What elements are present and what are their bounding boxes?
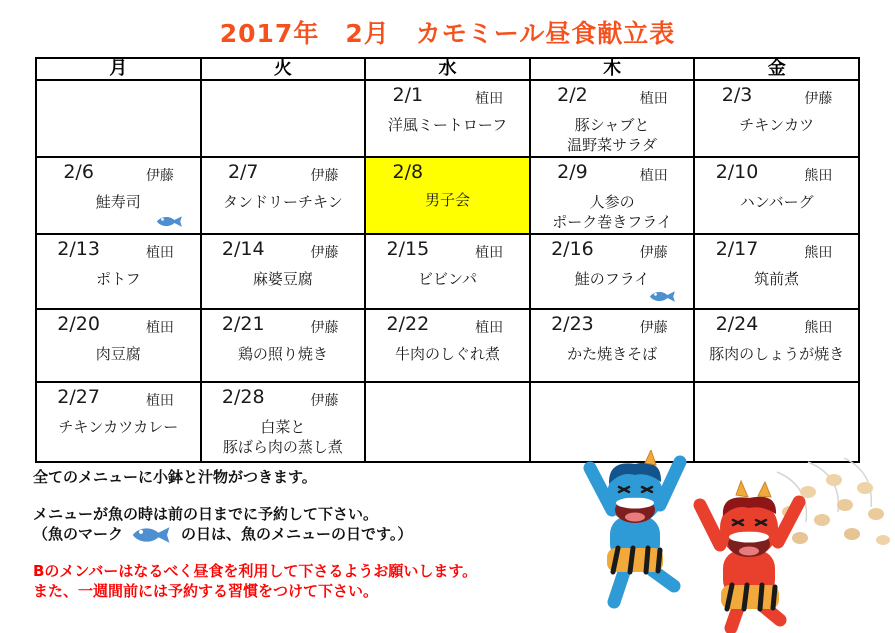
day-header-4: 木: [530, 58, 695, 80]
calendar-table: [35, 57, 860, 463]
note-member-request: Bのメンバーはなるべく昼食を利用して下さるようお願いします。: [33, 562, 478, 580]
calendar-cell-2-27: [36, 382, 201, 462]
calendar-cell-2-24: [694, 309, 859, 382]
red-notes: [33, 562, 578, 601]
menu-text: 洋風ミートローフ: [387, 116, 508, 134]
cell-date: 2/3: [721, 84, 753, 106]
cook-name: 植田: [475, 91, 504, 107]
calendar-cell-2-1: [365, 80, 530, 157]
day-header-3: 水: [365, 58, 530, 80]
menu-text: 人参の ポーク巻きフライ: [552, 192, 672, 231]
menu-text: 豚肉のしょうが焼き: [709, 344, 845, 363]
cell-date: 2/21: [221, 312, 265, 335]
cell-date: 2/15: [386, 237, 430, 260]
calendar-cell-2-2: [530, 80, 695, 157]
cook-name: [449, 161, 528, 183]
cook-name: 熊田: [804, 167, 833, 184]
day-header-5: 金: [694, 58, 859, 80]
note-fish-reserve: メニューが魚の時は前の日までに予約して下さい。: [33, 504, 379, 523]
cell-date: 2/9: [557, 160, 588, 183]
calendar-cell-2-16: [530, 234, 695, 309]
fish-icon: [647, 289, 679, 304]
cook-name: 植田: [639, 167, 668, 184]
calendar-cell-2-28: [201, 382, 366, 462]
cook-name: 伊藤: [310, 244, 339, 261]
cell-date: 2/14: [221, 237, 265, 260]
cell-date: 2/23: [551, 312, 594, 335]
day-header-row: [36, 58, 859, 80]
calendar-cell-2-8: [365, 157, 530, 234]
week-row-1: [36, 80, 859, 157]
menu-text: チキンカツカレー: [58, 417, 179, 436]
note-side-dishes: 全てのメニューに小鉢と汁物がつきます。: [33, 468, 317, 486]
note-fish-mark-suffix: の日は、魚のメニューの日です。）: [181, 525, 413, 544]
calendar-cell-2-13: [36, 234, 201, 309]
cell-date: 2/13: [57, 237, 100, 260]
cook-name: 植田: [475, 319, 504, 336]
cell-date: 2/10: [715, 160, 759, 183]
red-oni-icon: [700, 481, 799, 628]
menu-text: ポトフ: [96, 269, 141, 288]
cook-name: 伊藤: [310, 319, 339, 336]
calendar-cell-2-14: [201, 234, 366, 309]
menu-text: 豚シャブと 温野菜サラダ: [567, 116, 657, 155]
cook-name: 植田: [639, 91, 668, 107]
calendar-cell-2-20: [36, 309, 201, 382]
calendar-cell-empty: [365, 382, 530, 462]
week-row-2: [36, 157, 859, 234]
cook-name: 伊藤: [639, 319, 668, 336]
menu-text: 肉豆腐: [95, 344, 141, 363]
cell-date: 2/16: [551, 237, 594, 260]
calendar-cell-2-9: [530, 157, 695, 234]
fish-icon: [154, 214, 186, 229]
menu-text: 牛肉のしぐれ煮: [394, 344, 500, 363]
menu-text: チキンカツ: [739, 116, 815, 134]
day-header-2: 火: [201, 58, 366, 80]
calendar-cell-2-17: [694, 234, 859, 309]
calendar-body: [36, 80, 859, 462]
notes-section: [33, 468, 578, 601]
cell-date: 2/1: [392, 84, 424, 106]
cook-name: 伊藤: [145, 167, 174, 184]
menu-text: ハンバーグ: [739, 192, 814, 211]
cook-name: 植田: [145, 319, 174, 336]
menu-text: ビビンパ: [418, 269, 477, 288]
week-row-3: [36, 234, 859, 309]
menu-text: 鶏の照り焼き: [237, 344, 328, 363]
note-fish-mark-prefix: （魚のマーク: [33, 525, 124, 544]
menu-text: かた焼きそば: [567, 344, 658, 363]
calendar-cell-2-10: [694, 157, 859, 234]
blue-oni-icon: [590, 450, 680, 602]
cook-name: 伊藤: [310, 392, 339, 409]
cook-name: 熊田: [804, 319, 833, 336]
week-row-4: [36, 309, 859, 382]
menu-text: 白菜と 豚ばら肉の蒸し煮: [222, 417, 343, 456]
calendar-cell-2-6: [36, 157, 201, 234]
calendar-cell-2-22: [365, 309, 530, 382]
menu-text: 鮭寿司: [95, 192, 141, 211]
cell-date: 2/20: [57, 312, 100, 335]
calendar-cell-2-7: [201, 157, 366, 234]
menu-text: 麻婆豆腐: [252, 269, 313, 288]
menu-text: 鮭のフライ: [574, 269, 650, 288]
cook-name: 伊藤: [639, 244, 668, 261]
cook-name: 伊藤: [804, 91, 833, 107]
cell-date: 2/7: [227, 160, 259, 183]
cell-date: 2/17: [715, 237, 759, 260]
calendar-cell-empty: [36, 80, 201, 157]
calendar-cell-2-23: [530, 309, 695, 382]
cell-date: 2/8: [392, 160, 424, 183]
calendar-header: [36, 58, 859, 80]
calendar-cell-2-3: [694, 80, 859, 157]
fish-icon: [129, 524, 175, 546]
cell-date: 2/2: [557, 84, 588, 106]
calendar-cell-2-15: [365, 234, 530, 309]
menu-text: 男子会: [424, 190, 470, 209]
cell-date: 2/22: [386, 312, 430, 335]
menu-text: タンドリーチキン: [222, 192, 343, 211]
note-week-ahead: また、一週間前には予約する習慣をつけて下さい。: [33, 581, 379, 600]
day-header-1: 月: [36, 58, 201, 80]
calendar-cell-2-21: [201, 309, 366, 382]
page-title: 2017年 2月 カモミール昼食献立表: [219, 19, 676, 48]
calendar-cell-empty: [201, 80, 366, 157]
cell-date: 2/24: [715, 312, 759, 335]
cook-name: 植田: [145, 392, 174, 409]
cell-date: 2/27: [57, 385, 100, 408]
cell-date: 2/6: [63, 160, 94, 183]
menu-text: 筑前煮: [754, 269, 800, 288]
setsubun-illustration: [552, 450, 895, 633]
note-fish-mark: [33, 524, 578, 546]
cook-name: 伊藤: [310, 167, 339, 184]
cook-name: 植田: [145, 244, 174, 261]
cook-name: 植田: [475, 244, 504, 261]
cook-name: 熊田: [804, 244, 833, 261]
cell-date: 2/28: [221, 385, 265, 408]
